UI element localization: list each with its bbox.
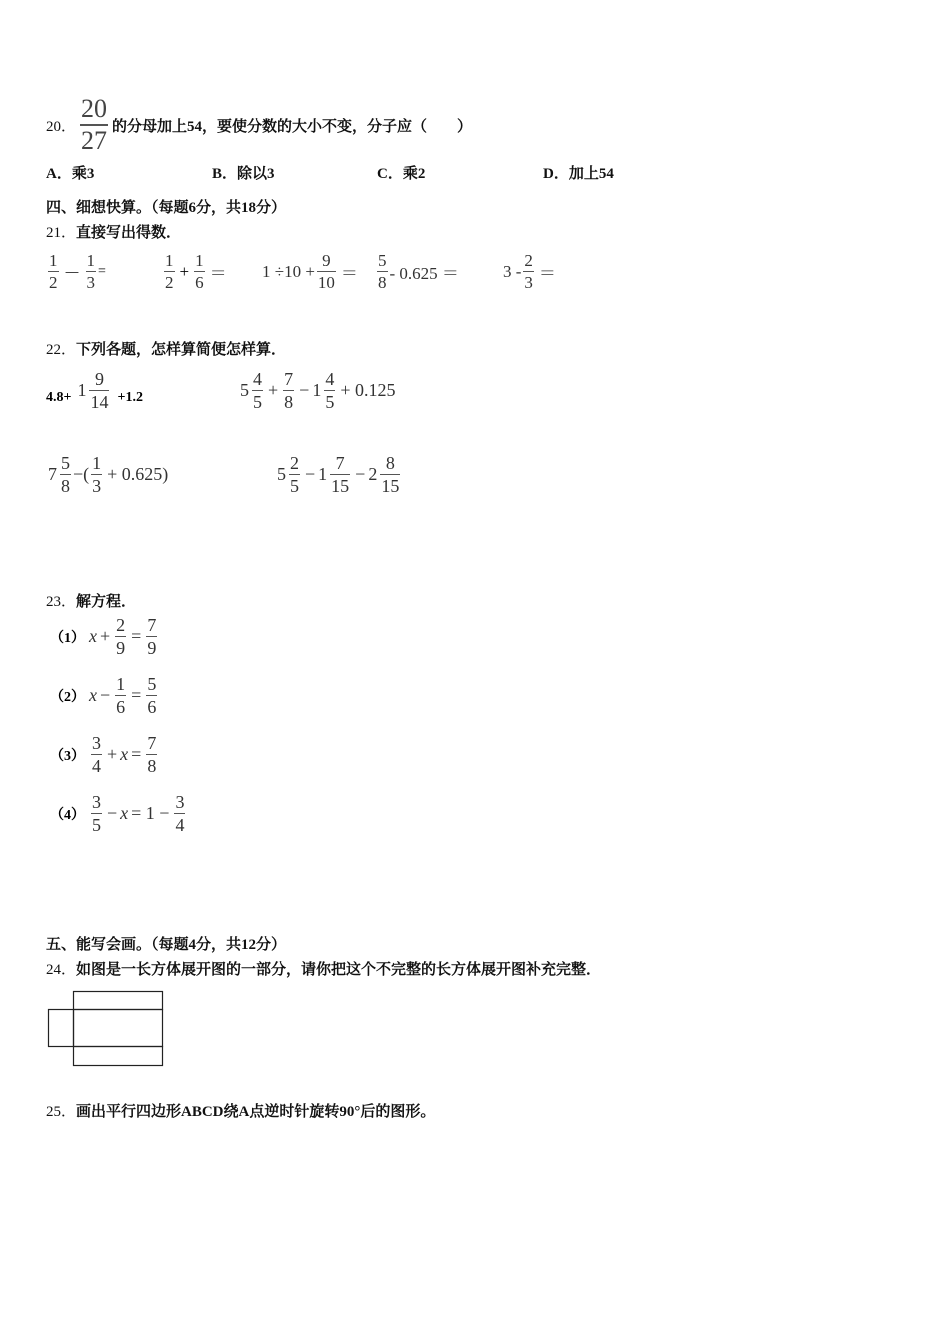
q20-fraction: $\frac{20}{27}$	[81, 94, 108, 155]
q23-heading: 23．解方程．	[46, 594, 137, 610]
q21-expr-5: 3 - $\frac{2}{3}$ ＝	[503, 251, 556, 292]
section5-title: 五、能写会画。（每题4分，共12分）	[46, 937, 287, 953]
q22-expr-3: 7 $\frac{5}{8}$ −( $\frac{1}{3}$ + 0.625)	[48, 453, 169, 496]
q24-heading: 24．如图是一长方体展开图的一部分，请你把这个不完整的长方体展开图补充完整．	[46, 962, 602, 978]
q23-equation-4: （4） $\frac{3}{5}$ − x = 1 − $\frac{3}{4}$	[50, 792, 185, 835]
cuboid-net-figure	[47, 990, 167, 1070]
q22-expr-2: 5 $\frac{4}{5}$ + $\frac{7}{8}$ − 1 $\frac{4}{5}$ + 0.125	[240, 369, 396, 412]
q21-expr-2: $\frac{1}{2}$ + $\frac{1}{6}$ ＝	[165, 251, 227, 292]
q21-expr-3: 1 ÷10 + $\frac{9}{10}$ ＝	[262, 251, 358, 292]
q20-option-c[interactable]: C．乘2	[377, 166, 426, 182]
q25-heading: 25．画出平行四边形ABCD绕A点逆时针旋转90°后的图形。	[46, 1104, 436, 1120]
q21-heading: 21．直接写出得数．	[46, 225, 182, 241]
q20	[46, 94, 473, 155]
q22-expr-4: 5 $\frac{2}{5}$ − 1 $\frac{7}{15}$ − 2 $\frac{8}{15}$	[277, 453, 400, 496]
net-top-face	[74, 992, 163, 1010]
net-left-face	[49, 1010, 74, 1047]
q22-heading: 22．下列各题，怎样算简便怎样算．	[46, 342, 287, 358]
q20-option-d[interactable]: D．加上54	[543, 166, 614, 182]
q23-equation-2: （2） x − $\frac{1}{6}$ = $\frac{5}{6}$	[50, 674, 157, 717]
q22-expr-1: 4.8+ 1 $\frac{9}{14}$ +1.2	[46, 369, 143, 412]
q23-equation-1: （1） x + $\frac{2}{9}$ = $\frac{7}{9}$	[50, 615, 157, 658]
section4-title: 四、细想快算。（每题6分，共18分）	[46, 200, 287, 216]
net-bottom-face	[74, 1047, 163, 1066]
net-front-face	[74, 1010, 163, 1047]
q20-option-b[interactable]: B．除以3	[212, 166, 275, 182]
q20-text: 的分母加上54，要使分数的大小不变，分子应（ ）	[112, 118, 473, 135]
q21-expr-4: $\frac{5}{8}$ - 0.625 ＝	[378, 251, 459, 292]
q21-expr-1: $\frac{1}{2}$ － $\frac{1}{3}$ =	[49, 251, 106, 292]
q23-equation-3: （3） $\frac{3}{4}$ + x = $\frac{7}{8}$	[50, 733, 157, 776]
q20-option-a[interactable]: A．乘3	[46, 166, 95, 182]
q20-number: 20．	[46, 118, 77, 135]
